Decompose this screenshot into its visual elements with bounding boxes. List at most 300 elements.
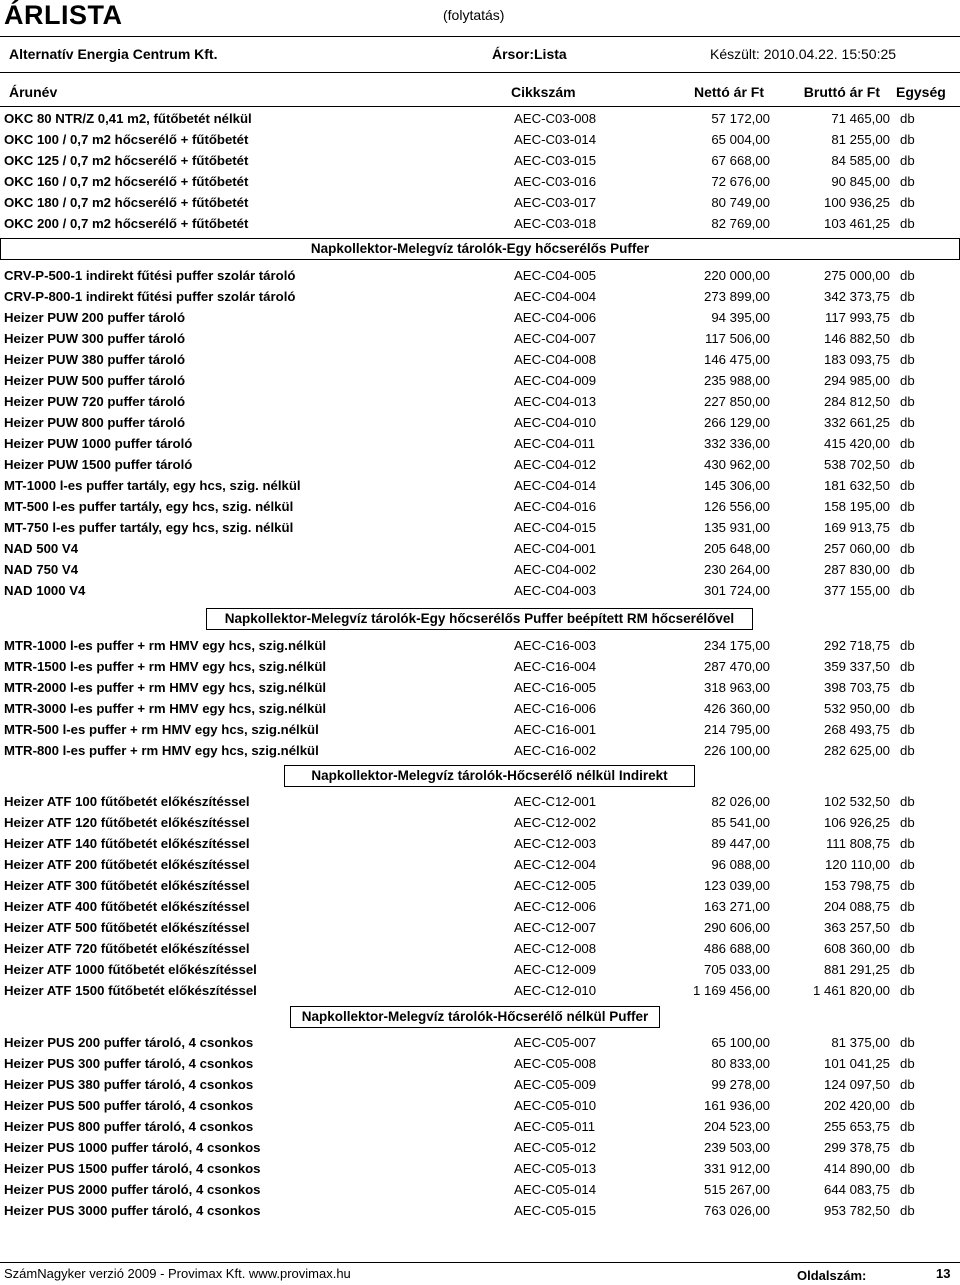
product-name: CRV-P-500-1 indirekt fűtési puffer szolár tároló (4, 268, 296, 283)
gross-price: 255 653,75 (823, 1119, 890, 1134)
product-name: Heizer ATF 500 fűtőbetét előkészítéssel (4, 920, 250, 935)
net-price: 126 556,00 (703, 499, 770, 514)
unit: db (900, 583, 915, 598)
net-price: 273 899,00 (703, 289, 770, 304)
net-price: 146 475,00 (703, 352, 770, 367)
product-code: AEC-C04-004 (514, 289, 597, 304)
gross-price: 532 950,00 (823, 701, 890, 716)
table-row (0, 538, 960, 559)
unit: db (900, 794, 915, 809)
footer-page-number: 13 (936, 1266, 951, 1281)
net-price: 57 172,00 (711, 111, 770, 126)
product-name: MTR-1000 l-es puffer + rm HMV egy hcs, szig.nélkül (4, 638, 327, 653)
net-price: 1 169 456,00 (692, 983, 770, 998)
table-row (0, 1179, 960, 1200)
net-price: 430 962,00 (703, 457, 770, 472)
unit: db (900, 962, 915, 977)
net-price: 65 100,00 (711, 1035, 770, 1050)
net-price: 89 447,00 (711, 836, 770, 851)
unit: db (900, 457, 915, 472)
product-code: AEC-C03-018 (514, 216, 597, 231)
table-row (0, 370, 960, 391)
net-price: 705 033,00 (703, 962, 770, 977)
column-header-gross: Bruttó ár Ft (803, 84, 880, 100)
product-code: AEC-C05-008 (514, 1056, 597, 1071)
gross-price: 103 461,25 (823, 216, 890, 231)
table-row (0, 349, 960, 370)
gross-price: 538 702,50 (823, 457, 890, 472)
table-row (0, 959, 960, 980)
net-price: 135 931,00 (703, 520, 770, 535)
table-row (0, 791, 960, 812)
unit: db (900, 1161, 915, 1176)
gross-price: 169 913,75 (823, 520, 890, 535)
table-row (0, 129, 960, 150)
product-name: NAD 1000 V4 (4, 583, 86, 598)
product-code: AEC-C04-016 (514, 499, 597, 514)
footer-divider (0, 1262, 960, 1263)
company-name: Alternatív Energia Centrum Kft. (9, 46, 218, 62)
product-code: AEC-C05-012 (514, 1140, 597, 1155)
table-row (0, 412, 960, 433)
product-code: AEC-C12-008 (514, 941, 597, 956)
net-price: 301 724,00 (703, 583, 770, 598)
footer-software: SzámNagyker verzió 2009 - Provimax Kft. www.provimax.hu (4, 1266, 351, 1281)
column-header-net: Nettó ár Ft (694, 84, 764, 100)
net-price: 161 936,00 (703, 1098, 770, 1113)
section-heading: Napkollektor-Melegvíz tárolók-Egy hőcserélős Puffer beépített RM hőcserélővel (206, 608, 753, 630)
product-code: AEC-C04-010 (514, 415, 597, 430)
product-name: MTR-500 l-es puffer + rm HMV egy hcs, szig.nélkül (4, 722, 319, 737)
gross-price: 181 632,50 (823, 478, 890, 493)
product-code: AEC-C16-003 (514, 638, 597, 653)
table-row (0, 677, 960, 698)
table-row (0, 1200, 960, 1221)
net-price: 486 688,00 (703, 941, 770, 956)
unit: db (900, 541, 915, 556)
product-code: AEC-C04-003 (514, 583, 597, 598)
gross-price: 257 060,00 (823, 541, 890, 556)
product-name: Heizer ATF 140 fűtőbetét előkészítéssel (4, 836, 250, 851)
unit: db (900, 1098, 915, 1113)
unit: db (900, 659, 915, 674)
unit: db (900, 1077, 915, 1092)
unit: db (900, 562, 915, 577)
net-price: 220 000,00 (703, 268, 770, 283)
product-code: AEC-C03-017 (514, 195, 597, 210)
product-name: OKC 180 / 0,7 m2 hőcserélő + fűtőbetét (4, 195, 249, 210)
product-code: AEC-C16-005 (514, 680, 597, 695)
product-code: AEC-C05-011 (514, 1119, 596, 1134)
table-row (0, 1053, 960, 1074)
product-code: AEC-C04-012 (514, 457, 597, 472)
header-divider-bottom (0, 106, 960, 107)
gross-price: 284 812,50 (823, 394, 890, 409)
table-row (0, 1137, 960, 1158)
gross-price: 359 337,50 (823, 659, 890, 674)
product-code: AEC-C04-009 (514, 373, 597, 388)
table-row (0, 938, 960, 959)
product-code: AEC-C12-009 (514, 962, 597, 977)
table-row (0, 475, 960, 496)
unit: db (900, 520, 915, 535)
unit: db (900, 722, 915, 737)
unit: db (900, 680, 915, 695)
net-price: 85 541,00 (711, 815, 770, 830)
product-name: Heizer PUW 800 puffer tároló (4, 415, 185, 430)
product-code: AEC-C16-004 (514, 659, 597, 674)
unit: db (900, 1035, 915, 1050)
product-name: Heizer PUS 380 puffer tároló, 4 csonkos (4, 1077, 254, 1092)
unit: db (900, 1203, 915, 1218)
net-price: 763 026,00 (703, 1203, 770, 1218)
table-row (0, 1074, 960, 1095)
unit: db (900, 216, 915, 231)
table-row (0, 635, 960, 656)
gross-price: 294 985,00 (823, 373, 890, 388)
unit: db (900, 289, 915, 304)
gross-price: 146 882,50 (823, 331, 890, 346)
column-header-code: Cikkszám (511, 84, 576, 100)
page-subtitle: (folytatás) (443, 7, 505, 23)
product-code: AEC-C03-014 (514, 132, 597, 147)
product-name: Heizer PUW 1000 puffer tároló (4, 436, 193, 451)
created-timestamp: Készült: 2010.04.22. 15:50:25 (710, 46, 897, 62)
unit: db (900, 394, 915, 409)
unit: db (900, 836, 915, 851)
product-name: Heizer ATF 300 fűtőbetét előkészítéssel (4, 878, 250, 893)
net-price: 94 395,00 (711, 310, 770, 325)
product-name: NAD 500 V4 (4, 541, 79, 556)
table-row (0, 328, 960, 349)
table-row (0, 1032, 960, 1053)
gross-price: 183 093,75 (823, 352, 890, 367)
net-price: 82 026,00 (711, 794, 770, 809)
net-price: 227 850,00 (703, 394, 770, 409)
table-row (0, 580, 960, 601)
gross-price: 204 088,75 (823, 899, 890, 914)
product-code: AEC-C05-013 (514, 1161, 597, 1176)
product-code: AEC-C12-003 (514, 836, 597, 851)
unit: db (900, 1119, 915, 1134)
header-divider-top (0, 36, 960, 37)
net-price: 99 278,00 (711, 1077, 770, 1092)
product-code: AEC-C12-002 (514, 815, 597, 830)
product-name: Heizer PUS 200 puffer tároló, 4 csonkos (4, 1035, 254, 1050)
gross-price: 282 625,00 (823, 743, 890, 758)
gross-price: 124 097,50 (823, 1077, 890, 1092)
net-price: 226 100,00 (703, 743, 770, 758)
product-code: AEC-C04-002 (514, 562, 597, 577)
net-price: 80 749,00 (711, 195, 770, 210)
product-code: AEC-C04-013 (514, 394, 597, 409)
product-name: Heizer ATF 120 fűtőbetét előkészítéssel (4, 815, 250, 830)
table-row (0, 517, 960, 538)
gross-price: 608 360,00 (823, 941, 890, 956)
table-row (0, 454, 960, 475)
gross-price: 71 465,00 (831, 111, 890, 126)
gross-price: 342 373,75 (823, 289, 890, 304)
product-name: Heizer PUS 300 puffer tároló, 4 csonkos (4, 1056, 254, 1071)
product-code: AEC-C04-015 (514, 520, 597, 535)
table-row (0, 896, 960, 917)
gross-price: 377 155,00 (823, 583, 890, 598)
product-code: AEC-C03-016 (514, 174, 597, 189)
product-code: AEC-C04-014 (514, 478, 597, 493)
product-name: OKC 200 / 0,7 m2 hőcserélő + fűtőbetét (4, 216, 249, 231)
gross-price: 153 798,75 (823, 878, 890, 893)
product-code: AEC-C03-008 (514, 111, 597, 126)
unit: db (900, 478, 915, 493)
product-name: NAD 750 V4 (4, 562, 79, 577)
unit: db (900, 153, 915, 168)
gross-price: 881 291,25 (823, 962, 890, 977)
product-code: AEC-C05-010 (514, 1098, 597, 1113)
column-header-name: Árunév (9, 84, 58, 100)
unit: db (900, 920, 915, 935)
section-heading: Napkollektor-Melegvíz tárolók-Hőcserélő nélkül Indirekt (284, 765, 695, 787)
product-name: MTR-800 l-es puffer + rm HMV egy hcs, szig.nélkül (4, 743, 319, 758)
product-code: AEC-C05-014 (514, 1182, 597, 1197)
product-code: AEC-C04-005 (514, 268, 597, 283)
net-price: 80 833,00 (711, 1056, 770, 1071)
product-name: Heizer PUW 1500 puffer tároló (4, 457, 193, 472)
unit: db (900, 111, 915, 126)
product-name: Heizer ATF 720 fűtőbetét előkészítéssel (4, 941, 250, 956)
table-row (0, 1116, 960, 1137)
table-row (0, 391, 960, 412)
gross-price: 120 110,00 (824, 857, 890, 872)
net-price: 123 039,00 (703, 878, 770, 893)
unit: db (900, 1140, 915, 1155)
gross-price: 81 255,00 (831, 132, 890, 147)
gross-price: 953 782,50 (823, 1203, 890, 1218)
product-code: AEC-C12-007 (514, 920, 597, 935)
net-price: 290 606,00 (703, 920, 770, 935)
product-code: AEC-C16-006 (514, 701, 597, 716)
unit: db (900, 310, 915, 325)
gross-price: 106 926,25 (823, 815, 890, 830)
table-row (0, 171, 960, 192)
table-row (0, 980, 960, 1001)
gross-price: 415 420,00 (823, 436, 890, 451)
unit: db (900, 1182, 915, 1197)
product-code: AEC-C04-006 (514, 310, 597, 325)
product-name: MT-1000 l-es puffer tartály, egy hcs, szig. nélkül (4, 478, 301, 493)
gross-price: 275 000,00 (823, 268, 890, 283)
product-code: AEC-C05-009 (514, 1077, 597, 1092)
unit: db (900, 352, 915, 367)
product-code: AEC-C03-015 (514, 153, 597, 168)
product-code: AEC-C12-006 (514, 899, 597, 914)
net-price: 72 676,00 (711, 174, 770, 189)
unit: db (900, 638, 915, 653)
net-price: 515 267,00 (703, 1182, 770, 1197)
unit: db (900, 132, 915, 147)
table-row (0, 108, 960, 129)
gross-price: 268 493,75 (823, 722, 890, 737)
product-name: Heizer PUS 3000 puffer tároló, 4 csonkos (4, 1203, 261, 1218)
table-row (0, 833, 960, 854)
product-code: AEC-C05-007 (514, 1035, 597, 1050)
net-price: 117 506,00 (704, 331, 770, 346)
net-price: 96 088,00 (711, 857, 770, 872)
product-name: OKC 125 / 0,7 m2 hőcserélő + fűtőbetét (4, 153, 249, 168)
product-code: AEC-C16-001 (514, 722, 597, 737)
product-name: Heizer PUW 200 puffer tároló (4, 310, 185, 325)
net-price: 266 129,00 (703, 415, 770, 430)
unit: db (900, 815, 915, 830)
net-price: 235 988,00 (703, 373, 770, 388)
gross-price: 117 993,75 (824, 310, 890, 325)
gross-price: 102 532,50 (823, 794, 890, 809)
product-name: Heizer PUS 1000 puffer tároló, 4 csonkos (4, 1140, 261, 1155)
product-name: Heizer PUS 800 puffer tároló, 4 csonkos (4, 1119, 254, 1134)
column-header-unit: Egység (896, 84, 946, 100)
product-name: OKC 100 / 0,7 m2 hőcserélő + fűtőbetét (4, 132, 249, 147)
net-price: 145 306,00 (703, 478, 770, 493)
unit: db (900, 899, 915, 914)
product-code: AEC-C12-005 (514, 878, 597, 893)
table-row (0, 1158, 960, 1179)
product-name: Heizer PUW 720 puffer tároló (4, 394, 185, 409)
gross-price: 292 718,75 (823, 638, 890, 653)
table-row (0, 150, 960, 171)
unit: db (900, 743, 915, 758)
unit: db (900, 701, 915, 716)
gross-price: 299 378,75 (823, 1140, 890, 1155)
net-price: 214 795,00 (703, 722, 770, 737)
net-price: 426 360,00 (703, 701, 770, 716)
net-price: 163 271,00 (703, 899, 770, 914)
price-list-label: Ársor:Lista (492, 46, 567, 62)
product-name: CRV-P-800-1 indirekt fűtési puffer szolár tároló (4, 289, 296, 304)
table-row (0, 854, 960, 875)
table-row (0, 719, 960, 740)
table-row (0, 559, 960, 580)
net-price: 331 912,00 (703, 1161, 770, 1176)
gross-price: 287 830,00 (823, 562, 890, 577)
product-name: MT-500 l-es puffer tartály, egy hcs, szig. nélkül (4, 499, 294, 514)
gross-price: 202 420,00 (823, 1098, 890, 1113)
net-price: 234 175,00 (703, 638, 770, 653)
gross-price: 332 661,25 (823, 415, 890, 430)
product-name: Heizer ATF 1000 fűtőbetét előkészítéssel (4, 962, 257, 977)
gross-price: 1 461 820,00 (812, 983, 890, 998)
product-code: AEC-C04-011 (514, 436, 596, 451)
gross-price: 158 195,00 (823, 499, 890, 514)
gross-price: 111 808,75 (825, 836, 890, 851)
unit: db (900, 415, 915, 430)
product-code: AEC-C05-015 (514, 1203, 597, 1218)
table-row (0, 812, 960, 833)
unit: db (900, 195, 915, 210)
table-row (0, 917, 960, 938)
net-price: 205 648,00 (703, 541, 770, 556)
product-name: Heizer PUS 500 puffer tároló, 4 csonkos (4, 1098, 254, 1113)
gross-price: 363 257,50 (823, 920, 890, 935)
unit: db (900, 331, 915, 346)
net-price: 332 336,00 (703, 436, 770, 451)
product-code: AEC-C16-002 (514, 743, 597, 758)
net-price: 287 470,00 (703, 659, 770, 674)
table-row (0, 656, 960, 677)
table-row (0, 698, 960, 719)
table-row (0, 307, 960, 328)
net-price: 204 523,00 (703, 1119, 770, 1134)
unit: db (900, 1056, 915, 1071)
product-name: Heizer PUS 1500 puffer tároló, 4 csonkos (4, 1161, 261, 1176)
table-row (0, 1095, 960, 1116)
section-heading: Napkollektor-Melegvíz tárolók-Hőcserélő nélkül Puffer (290, 1006, 660, 1028)
product-code: AEC-C04-007 (514, 331, 597, 346)
section-heading: Napkollektor-Melegvíz tárolók-Egy hőcserélős Puffer (0, 238, 960, 260)
gross-price: 101 041,25 (823, 1056, 890, 1071)
product-code: AEC-C12-010 (514, 983, 597, 998)
table-row (0, 213, 960, 234)
gross-price: 414 890,00 (823, 1161, 890, 1176)
table-row (0, 740, 960, 761)
gross-price: 81 375,00 (831, 1035, 890, 1050)
gross-price: 100 936,25 (823, 195, 890, 210)
net-price: 230 264,00 (703, 562, 770, 577)
gross-price: 644 083,75 (823, 1182, 890, 1197)
product-name: OKC 80 NTR/Z 0,41 m2, fűtőbetét nélkül (4, 111, 252, 126)
product-name: Heizer PUW 300 puffer tároló (4, 331, 185, 346)
header-divider-middle (0, 72, 960, 73)
table-row (0, 433, 960, 454)
unit: db (900, 174, 915, 189)
product-name: Heizer PUW 500 puffer tároló (4, 373, 185, 388)
unit: db (900, 436, 915, 451)
unit: db (900, 983, 915, 998)
table-row (0, 192, 960, 213)
gross-price: 90 845,00 (831, 174, 890, 189)
net-price: 65 004,00 (711, 132, 770, 147)
table-row (0, 496, 960, 517)
unit: db (900, 268, 915, 283)
net-price: 318 963,00 (703, 680, 770, 695)
product-name: OKC 160 / 0,7 m2 hőcserélő + fűtőbetét (4, 174, 249, 189)
net-price: 67 668,00 (711, 153, 770, 168)
product-code: AEC-C12-004 (514, 857, 597, 872)
gross-price: 84 585,00 (831, 153, 890, 168)
product-code: AEC-C12-001 (514, 794, 597, 809)
footer-page-label: Oldalszám: (797, 1268, 867, 1283)
product-name: MTR-2000 l-es puffer + rm HMV egy hcs, szig.nélkül (4, 680, 327, 695)
product-name: Heizer ATF 100 fűtőbetét előkészítéssel (4, 794, 250, 809)
product-name: Heizer PUS 2000 puffer tároló, 4 csonkos (4, 1182, 261, 1197)
product-code: AEC-C04-001 (514, 541, 597, 556)
unit: db (900, 878, 915, 893)
product-name: Heizer ATF 200 fűtőbetét előkészítéssel (4, 857, 250, 872)
gross-price: 398 703,75 (823, 680, 890, 695)
unit: db (900, 941, 915, 956)
net-price: 239 503,00 (703, 1140, 770, 1155)
product-code: AEC-C04-008 (514, 352, 597, 367)
product-name: MT-750 l-es puffer tartály, egy hcs, szig. nélkül (4, 520, 294, 535)
table-row (0, 265, 960, 286)
table-row (0, 875, 960, 896)
product-name: Heizer ATF 400 fűtőbetét előkészítéssel (4, 899, 250, 914)
unit: db (900, 857, 915, 872)
net-price: 82 769,00 (711, 216, 770, 231)
unit: db (900, 499, 915, 514)
page-title: ÁRLISTA (4, 0, 123, 30)
product-name: Heizer PUW 380 puffer tároló (4, 352, 185, 367)
table-row (0, 286, 960, 307)
product-name: MTR-1500 l-es puffer + rm HMV egy hcs, szig.nélkül (4, 659, 327, 674)
